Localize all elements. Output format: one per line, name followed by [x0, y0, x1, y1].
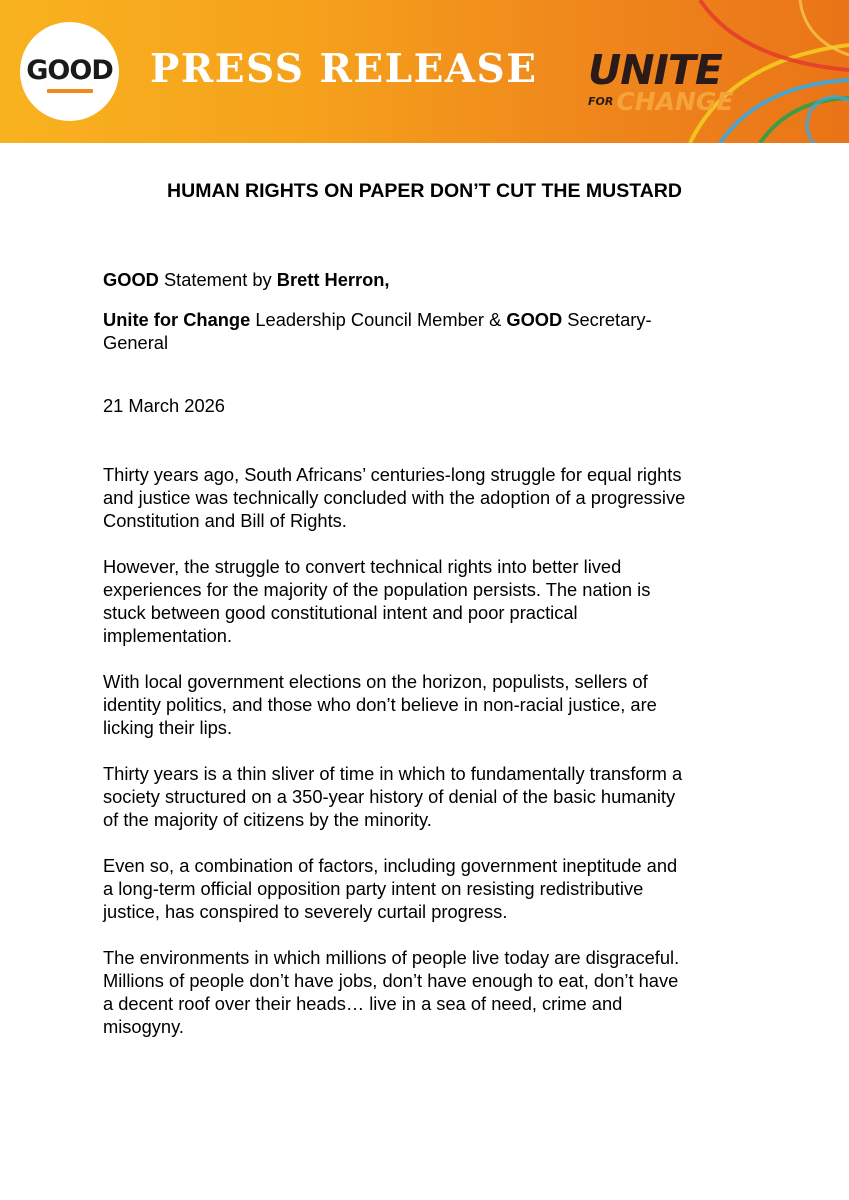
headline: HUMAN RIGHTS ON PAPER DON’T CUT THE MUSTARD [167, 180, 682, 202]
paragraph-4-line-3: of the majority of citizens by the minority. [103, 809, 432, 830]
byline-role-org1: Unite for Change [103, 309, 251, 330]
paragraph-2-line-1: However, the struggle to convert technical rights into better lived [103, 556, 622, 577]
release-date: 21 March 2026 [103, 395, 225, 416]
paragraph-6-line-2: Millions of people don’t have jobs, don’t have enough to eat, don’t have [103, 970, 679, 991]
byline-org: GOOD [103, 269, 159, 290]
paragraph-6-line-4: misogyny. [103, 1016, 184, 1037]
byline-role [103, 308, 763, 331]
byline-statement-by: Statement by [158, 269, 277, 290]
press-release-title: PRESS RELEASE [150, 46, 538, 92]
paragraph-2-line-3: stuck between good constitutional intent and poor practical [103, 602, 578, 623]
paragraph-3-line-1: With local government elections on the horizon, populists, sellers of [103, 671, 648, 692]
paragraph-1-line-2: and justice was technically concluded with the adoption of a progressive [103, 487, 686, 508]
paragraph-6-line-1: The environments in which millions of people live today are disgraceful. [103, 947, 680, 968]
for-logo-text: FOR [588, 95, 614, 108]
unite-for-change-logo [588, 46, 734, 116]
paragraph-1-line-3: Constitution and Bill of Rights. [103, 510, 347, 531]
paragraph-2-line-4: implementation. [103, 625, 233, 646]
paragraph-4-line-1: Thirty years is a thin sliver of time in which to fundamentally transform a [103, 763, 683, 784]
byline-role-text2: Secretary- [562, 309, 652, 330]
paragraph-4-line-2: society structured on a 350-year history of denial of the basic humanity [103, 786, 676, 807]
byline-role-text1: Leadership Council Member & [250, 309, 507, 330]
paragraph-3-line-3: licking their lips. [103, 717, 233, 738]
paragraph-1-line-1: Thirty years ago, South Africans’ centuries-long struggle for equal rights [103, 464, 682, 485]
paragraph-5-line-2: a long-term official opposition party intent on resisting redistributive [103, 878, 644, 899]
byline-statement [103, 268, 763, 291]
paragraph-2-line-2: experiences for the majority of the population persists. The nation is [103, 579, 651, 600]
paragraph-6-line-3: a decent roof over their heads… live in a sea of need, crime and [103, 993, 623, 1014]
good-logo-underline [47, 89, 93, 93]
byline-role-org2: GOOD [506, 309, 563, 330]
good-logo-text: GOOD [26, 54, 113, 86]
byline-role-line2: General [103, 332, 169, 353]
paragraph-5-line-1: Even so, a combination of factors, including government ineptitude and [103, 855, 678, 876]
unite-logo-text: UNITE [588, 46, 722, 94]
change-logo-text: CHANGE [616, 87, 734, 116]
paragraph-5-line-3: justice, has conspired to severely curtail progress. [103, 901, 508, 922]
paragraph-3-line-2: identity politics, and those who don’t believe in non-racial justice, are [103, 694, 657, 715]
good-logo [20, 22, 119, 121]
byline-author: Brett Herron, [276, 269, 390, 290]
press-release-banner [0, 0, 849, 143]
